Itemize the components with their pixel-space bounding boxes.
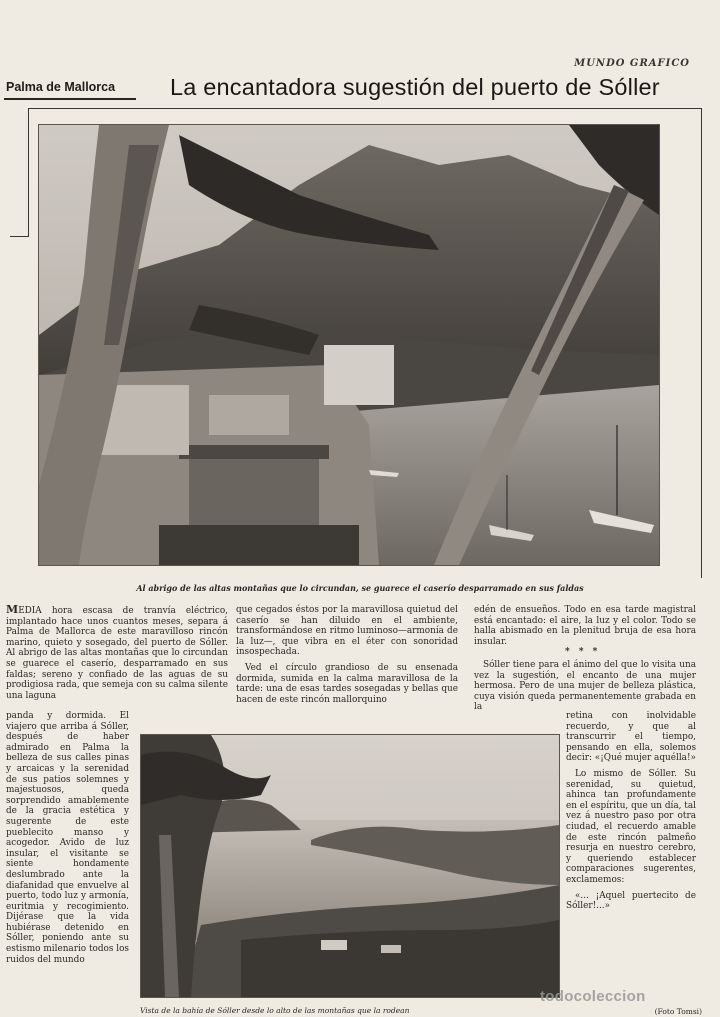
paragraph: que cegados éstos por la maravillosa quietud del caserío se han diluido en el ambiente, transformándose en ritmo luminoso—armonía de la luz—, que vibra en el éter con sonoridad insospechada. <box>236 605 458 658</box>
watermark-logo: todocoleccion <box>540 988 646 1005</box>
paragraph: Sóller tiene para el ánimo del que lo visita una vez la sugestión, el encanto de una mujer hermosa. Pero de una mujer de belleza plástica, cuya visión queda permanentemente grabada en la <box>474 660 696 713</box>
section-rule <box>4 98 136 100</box>
photo-bottom-caption: Vista de la bahía de Sóller desde lo alto de las montañas que la rodean <box>140 1006 410 1015</box>
headline: La encantadora sugestión del puerto de Sóller <box>170 74 660 100</box>
frame-top <box>28 108 702 109</box>
paragraph: retina con inolvidable recuerdo, y que al transcurrir el tiempo, pensando en ella, solemos decir: «¡Qué mujer aquélla!» <box>566 711 696 764</box>
photo-top-caption: Al abrigo de las altas montañas que lo circundan, se guarece el caserío desparramado en sus faldas <box>136 583 584 593</box>
harbor-illustration <box>39 125 659 565</box>
column-1-top <box>6 605 228 706</box>
paragraph: Ved el círculo grandioso de su ensenada dormida, sumida en la calma maravillosa de la tarde: una de esas tardes sosegadas y bellas que hacen de este rincón mallorquino <box>236 662 458 705</box>
drop-cap: M <box>6 603 19 616</box>
section-label: Palma de Mallorca <box>6 80 116 94</box>
bay-illustration <box>141 735 559 997</box>
masthead: MUNDO GRAFICO <box>574 58 690 69</box>
photo-bahia-soller <box>140 734 560 998</box>
paragraph-text: EDIA hora escasa de tranvía eléctrico, implantado hace unos cuantos meses, separa á Palma de Mallorca de este maravilloso rincón marino, quieto y sosegado, del puerto de Sóller. Al abrigo de las altas montañas que lo circundan se guarece el caserío, desparramado en sus faldas; sereno y confiado de las aguas de su prodigiosa rada, que semeja con su calma silente una laguna <box>6 606 228 701</box>
paragraph: Lo mismo de Sóller. Su serenidad, su quietud, ahinca tan profundamente en el espíritu, que un día, tal vez á nuestro paso por otra ciudad, el recuerdo amable de este rincón palmeño resurja en nuestro cerebro, y queriendo establecer comparaciones sugerentes, exclamemos: <box>566 768 696 885</box>
section-separator: * * * <box>565 647 601 657</box>
column-3-mid <box>474 660 696 718</box>
photo-puerto-soller <box>38 124 660 566</box>
frame-left <box>28 108 29 236</box>
column-3-top <box>474 605 696 652</box>
paragraph: panda y dormida. El viajero que arriba á Sóller, después de haber admirado en Palma la belleza de sus calles pinas y arcaicas y la serenidad de sus patios solemnes y majestuosos, queda sorprendido amablemente de la gracia estética y sugerente de este pueblecito manso y acogedor. Avido de luz insular, el visitante se siente hondamente deslumbrado ante la diafanidad que envuelve al puerto, todo luz y armonía, euritmia y recogimiento. Dijérase que la vida hubiérase detenido en Sóller, poniendo ante su estismo milenario todos los ruidos del mundo <box>6 711 129 965</box>
frame-right <box>701 108 702 578</box>
column-3-narrow <box>566 711 696 1003</box>
paragraph: edén de ensueños. Todo en esa tarde magistral está encantado: el aire, la luz y el color. Todo se halla abismado en la plenitud bruja de esa hora insular. <box>474 605 696 647</box>
photo-credit: (Foto Tomsi) <box>654 1007 702 1016</box>
column-2-top <box>236 605 458 710</box>
paragraph: «... ¡Aquel puertecito de Sóller!...» <box>566 890 696 912</box>
column-1-narrow <box>6 711 129 1011</box>
frame-left-tick <box>10 236 29 237</box>
paragraph <box>6 605 228 701</box>
